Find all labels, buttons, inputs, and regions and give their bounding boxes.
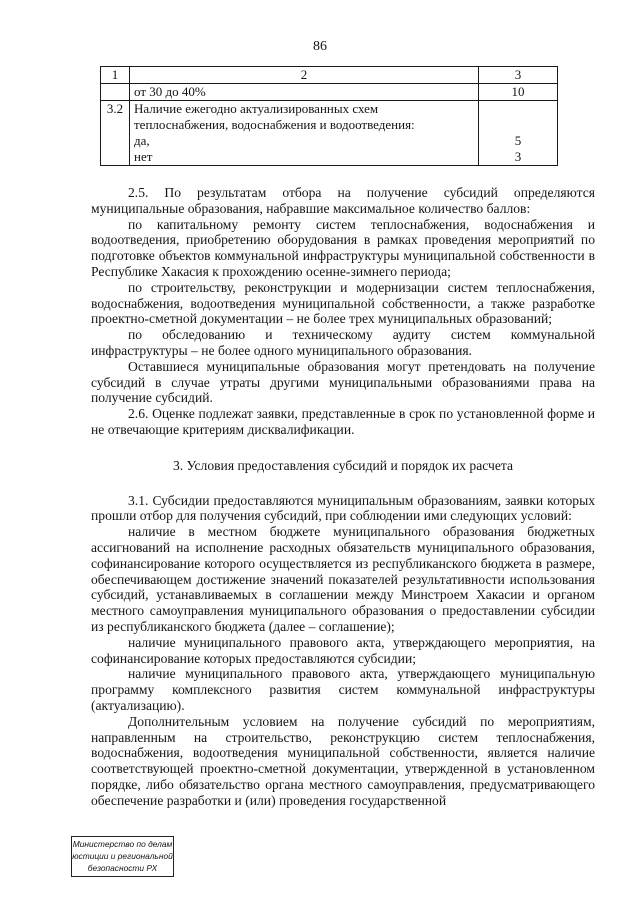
stamp-line: Министерство по делам	[72, 839, 173, 849]
table-header-cell: 3	[479, 67, 558, 84]
criterion-line: Наличие ежегодно актуализированных схем	[134, 101, 379, 116]
stamp-line: безопасности РХ	[87, 863, 158, 873]
criterion-line: теплоснабжения, водоснабжения и водоотведения:	[134, 117, 415, 132]
table-header-cell: 1	[101, 67, 130, 84]
table-cell-number: 3.2	[101, 101, 130, 166]
stamp-line: юстиции и региональной	[72, 851, 173, 861]
table-header-cell: 2	[130, 67, 479, 84]
paragraph: наличие муниципального правового акта, утверждающего мероприятия, на софинансирование которых предоставляются субсидии;	[91, 634, 595, 666]
table-cell	[101, 84, 130, 101]
paragraph: по обследованию и техническому аудиту систем коммунальной инфраструктуры – не более одного муниципального образования.	[91, 327, 595, 358]
paragraph: по капитальному ремонту систем теплоснабжения, водоснабжения и водоотведения, приобретению оборудования в рамках проведения мероприятий по подготовке объектов коммунальной инфраструктуры муниципальной собственности в Республике Хакасия к прохождению осенне-зимнего периода;	[91, 216, 595, 279]
page-number: 86	[313, 39, 327, 54]
table-row	[101, 84, 558, 101]
paragraph-2-6: 2.6. Оценке подлежат заявки, представленные в срок по установленной форме и не отвечающие критериям дисквалификации.	[91, 406, 595, 437]
paragraph: Дополнительным условием на получение субсидий по мероприятиям, направленным на строительство, реконструкцию систем теплоснабжения, водоснабжения, водоотведения муниципальной собственности, является наличие соответствующей проектно-сметной документации, утвержденной в установленном порядке, либо обязательство органа местного самоуправления, предусматривающего обеспечение разработки и (или) проведения государственной	[91, 713, 595, 808]
criterion-option-yes: да,	[134, 133, 150, 148]
paragraph-3-1: 3.1. Субсидии предоставляются муниципальным образованиям, заявки которых прошли отбор для получения субсидий, при соблюдении ими следующих условий:	[91, 492, 595, 524]
table-cell-score: 10	[479, 84, 558, 101]
criteria-table	[100, 66, 558, 166]
score-yes: 5	[514, 133, 522, 148]
table-cell-score	[479, 101, 558, 166]
criterion-option-no: нет	[134, 149, 153, 164]
document-body	[91, 185, 595, 808]
table-cell-criterion	[130, 101, 479, 166]
score-no: 3	[514, 149, 522, 164]
table-row	[101, 101, 558, 166]
table-cell-criterion: от 30 до 40%	[130, 84, 479, 101]
section-heading: 3. Условия предоставления субсидий и порядок их расчета	[172, 457, 514, 473]
paragraph: Оставшиеся муниципальные образования могут претендовать на получение субсидий в случае утраты другими муниципальными образованиями права на получение субсидий.	[91, 358, 595, 406]
ministry-stamp	[71, 836, 174, 877]
paragraph: наличие муниципального правового акта, утверждающего муниципальную программу комплексного развития систем коммунальной инфраструктуры (актуализацию).	[91, 666, 595, 713]
paragraph-2-5: 2.5. По результатам отбора на получение субсидий определяются муниципальные образования, набравшие максимальное количество баллов:	[91, 185, 595, 216]
table-header-row	[101, 67, 558, 84]
paragraph: по строительству, реконструкции и модернизации систем теплоснабжения, водоснабжения, водоотведения муниципальной собственности, а также разработке проектно-сметной документации – не более трех муниципальных образований;	[91, 279, 595, 327]
paragraph: наличие в местном бюджете муниципального образования бюджетных ассигнований на исполнение расходных обязательств муниципального образования, софинансирование которого осуществляется из республиканского бюджета в размере, обеспечивающем достижение значений показателей результативности использования субсидий, устанавливаемых в соглашении между Минстроем Хакасии и органом местного самоуправления муниципального образования о предоставлении субсидии из республиканского бюджета (далее – соглашение);	[91, 524, 595, 634]
